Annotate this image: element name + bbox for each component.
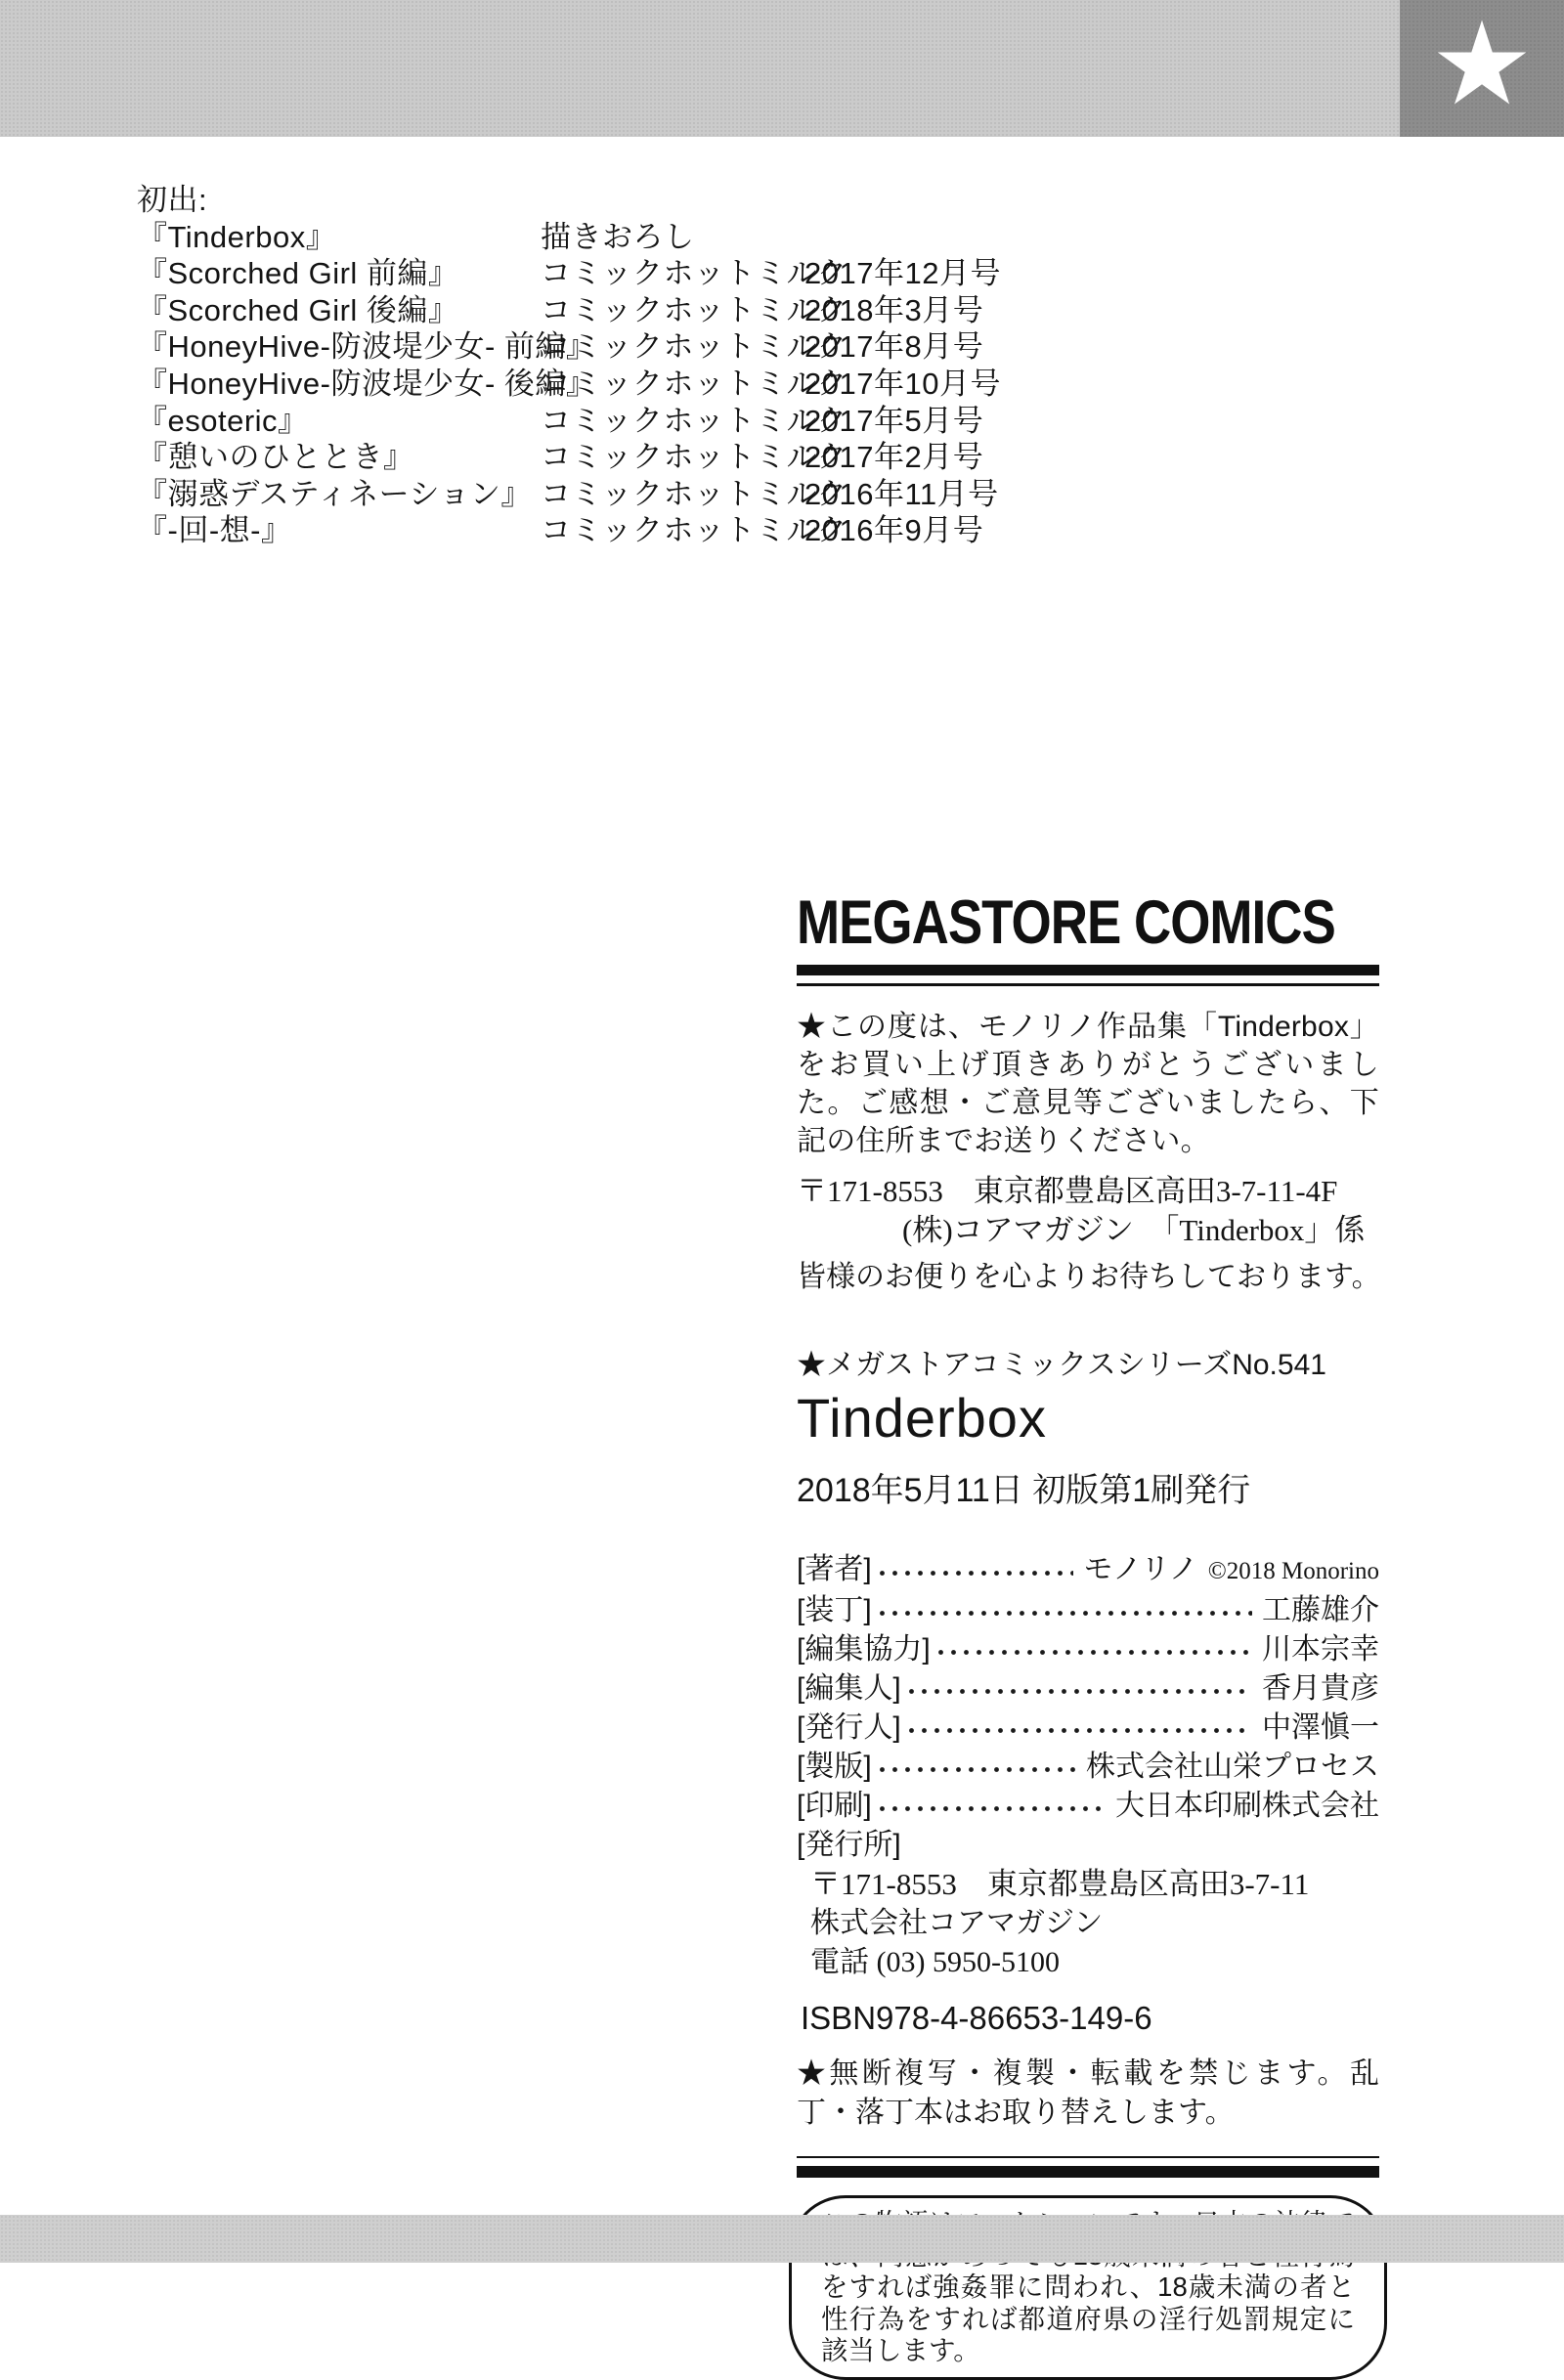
print-date: 2018年5月11日 初版第1刷発行: [797, 1472, 1251, 1509]
megastore-comics-logo: MEGASTORE COMICS: [797, 888, 1335, 957]
publication-magazine: コミックホットミルク: [541, 292, 847, 327]
publication-magazine: コミックホットミルク: [541, 256, 847, 291]
thanks-paragraph: ★この度は、モノリノ作品集「Tinderbox」をお買い上げ頂きありがとうございました。ご感想・ご意見等ございましたら、下記の住所までお送りください。: [797, 1011, 1379, 1157]
publication-issue: 2017年10月号: [804, 366, 1001, 401]
credit-label: [印刷]: [797, 1790, 872, 1822]
logo-underline-thick: [797, 965, 1379, 975]
publication-issue: 2017年2月号: [804, 440, 984, 475]
star-block: [1400, 0, 1564, 137]
feedback-address-line1: 〒171-8553 東京都豊島区高田3-7-11-4F: [797, 1174, 1338, 1208]
publication-title: 『HoneyHive-防波堤少女- 後編』: [137, 366, 597, 401]
publication-title: 『HoneyHive-防波堤少女- 前編』: [137, 329, 597, 365]
publication-row: [137, 476, 1212, 513]
credit-value: 大日本印刷株式会社: [1115, 1790, 1379, 1822]
publication-title: 『溺惑デスティネーション』: [137, 476, 532, 511]
credit-value: 川本宗幸: [1262, 1633, 1379, 1666]
credits-list: [797, 1550, 1379, 1865]
publication-issue: 2016年9月号: [804, 513, 984, 548]
credit-row-editor: [797, 1669, 1379, 1709]
credit-label: [著者]: [797, 1553, 872, 1585]
first-publication-list: [137, 182, 1212, 549]
book-title: Tinderbox: [797, 1387, 1047, 1449]
credit-row-edit-cooperation: [797, 1630, 1379, 1669]
publication-title: 『-回-想-』: [137, 513, 292, 548]
publication-title: 『憩いのひととき』: [137, 440, 414, 475]
dot-leader: [876, 1556, 1074, 1585]
publication-magazine: コミックホットミルク: [541, 513, 847, 548]
publisher-phone: 電話 (03) 5950-5100: [810, 1946, 1060, 1978]
fiction-disclaimer-box: をすれば強姦罪に問われ、18歳未満の者と性行為をすれば都道府県の淫行処罰規定に該当します。: [789, 2195, 1387, 2380]
credit-value: 香月貴彦: [1262, 1672, 1379, 1705]
bottom-halftone-band: [0, 2215, 1564, 2263]
copyright-note: ©2018 Monorino: [1207, 1558, 1379, 1584]
publication-row: [137, 292, 1212, 329]
credit-row-publishing-office: [797, 1826, 1379, 1865]
top-halftone-band: [0, 0, 1564, 137]
credit-row-design: [797, 1591, 1379, 1630]
publication-magazine: コミックホットミルク: [541, 440, 847, 475]
copy-warning: ★無断複写・複製・転載を禁じます。乱丁・落丁本はお取り替えします。: [797, 2057, 1379, 2129]
credit-label: [発行人]: [797, 1711, 901, 1744]
publication-title: 『Scorched Girl 前編』: [137, 256, 459, 291]
publication-issue: 2017年12月号: [804, 256, 1001, 291]
credit-row-plate-making: [797, 1748, 1379, 1787]
publication-title: 『Tinderbox』: [137, 219, 337, 254]
publication-row: [137, 403, 1212, 440]
dot-leader: [934, 1635, 1252, 1665]
feedback-address-line2: (株)コアマガジン 「Tinderbox」係: [902, 1213, 1366, 1247]
publication-row: [137, 366, 1212, 403]
dot-leader: [905, 1674, 1252, 1704]
credit-row-author: [797, 1550, 1379, 1591]
first-publication-heading: 初出:: [137, 183, 208, 217]
dot-leader: [876, 1596, 1252, 1625]
colophon-column: [797, 888, 1381, 2380]
publication-row: [137, 512, 1212, 549]
series-number-line: ★メガストアコミックスシリーズNo.541: [797, 1349, 1326, 1381]
publication-magazine: コミックホットミルク: [541, 366, 847, 401]
isbn-number: ISBN978-4-86653-149-6: [801, 2000, 1152, 2036]
publication-magazine: コミックホットミルク: [541, 476, 847, 511]
credit-row-printing: [797, 1787, 1379, 1826]
publication-issue: 2017年5月号: [804, 403, 984, 438]
publisher-postal-address: 〒171-8553 東京都豊島区高田3-7-11: [810, 1867, 1310, 1901]
publication-row: [137, 219, 1212, 256]
credit-value: 中澤愼一: [1262, 1711, 1379, 1744]
publication-issue: [804, 219, 1212, 256]
dot-leader: [905, 1713, 1252, 1743]
publication-row: [137, 328, 1212, 366]
credit-value: モノリノ: [1083, 1553, 1198, 1585]
publication-magazine: 描きおろし: [541, 219, 695, 254]
feedback-address-note: 皆様のお便りを心よりお待ちしております。: [797, 1261, 1381, 1293]
dot-leader: [876, 1753, 1076, 1782]
credit-label: [装丁]: [797, 1594, 872, 1626]
publication-title: 『Scorched Girl 後編』: [137, 292, 459, 327]
publisher-block: [797, 1865, 1379, 1982]
credit-label: [編集人]: [797, 1672, 901, 1705]
credit-label: [編集協力]: [797, 1633, 931, 1666]
credit-row-publisher-person: [797, 1709, 1379, 1748]
publication-title: 『esoteric』: [137, 403, 309, 438]
publisher-name: 株式会社コアマガジン: [810, 1907, 1104, 1939]
credit-label: [製版]: [797, 1751, 872, 1783]
publication-issue: 2017年8月号: [804, 329, 984, 365]
dot-leader: [876, 1792, 1106, 1821]
publication-row: [137, 439, 1212, 476]
publication-magazine: コミックホットミルク: [541, 403, 847, 438]
publication-row: [137, 255, 1212, 292]
publication-magazine: コミックホットミルク: [541, 329, 847, 365]
credit-value: 工藤雄介: [1262, 1594, 1379, 1626]
publication-issue: 2016年11月号: [804, 476, 999, 511]
publication-issue: 2018年3月号: [804, 292, 984, 327]
credit-value: 株式会社山栄プロセス: [1086, 1751, 1379, 1783]
separator-rule-thick: [797, 2166, 1379, 2178]
credit-label: [発行所]: [797, 1829, 901, 1861]
separator-rule-thin: [797, 2156, 1379, 2158]
star-icon: ★: [1430, 0, 1534, 129]
logo-underline-thin: [797, 983, 1379, 986]
